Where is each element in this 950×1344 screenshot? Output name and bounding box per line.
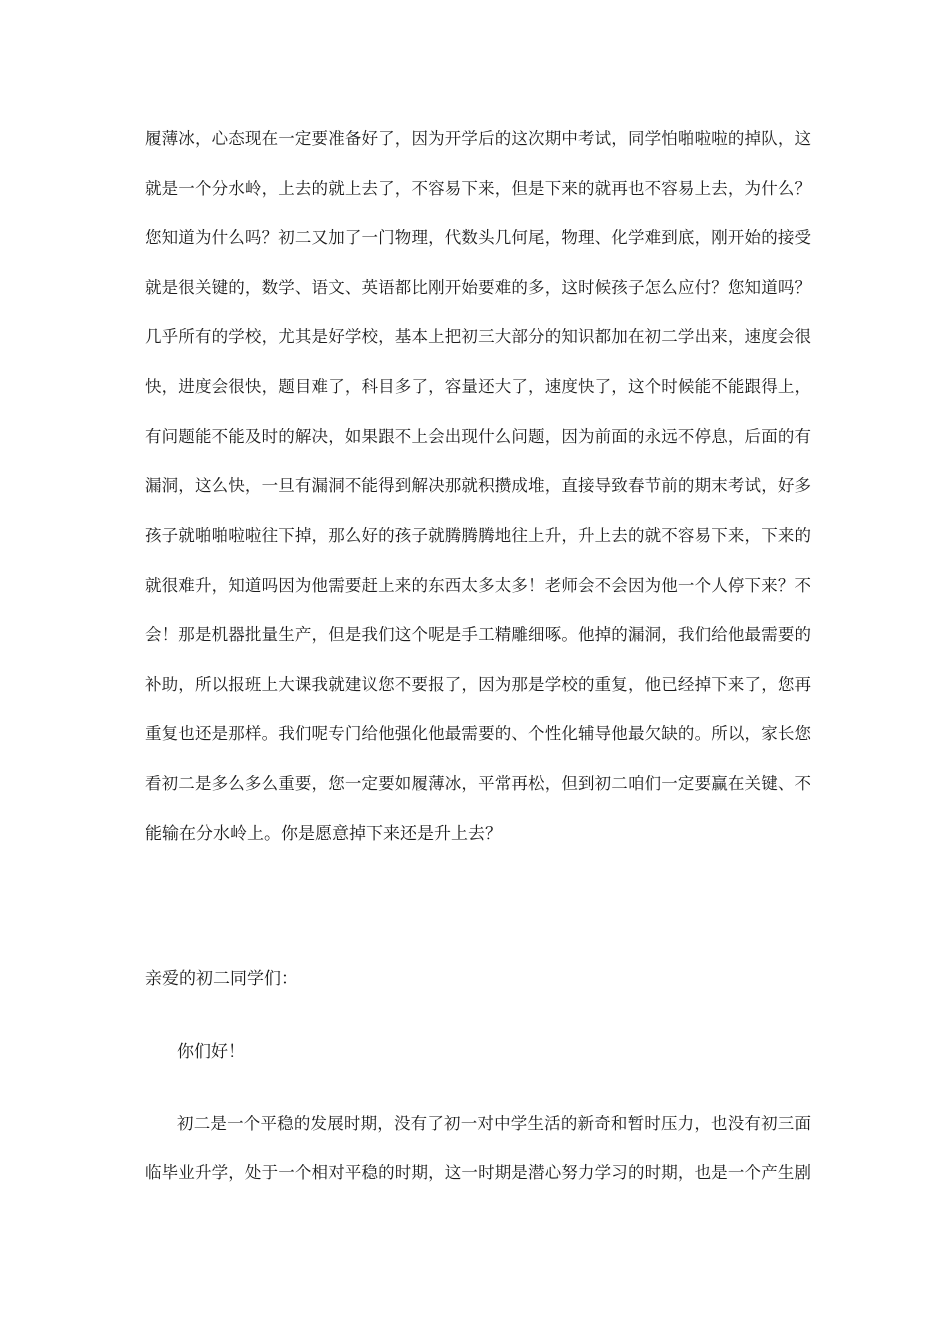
paragraph-line: 就很难升，知道吗因为他需要赶上来的东西太多太多！老师会不会因为他一个人停下来？不: [145, 576, 811, 595]
paragraph-line: 就是一个分水岭，上去的就上去了，不容易下来，但是下来的就再也不容易上去，为什么？: [145, 179, 811, 198]
paragraph-line: 看初二是多么多么重要，您一定要如履薄冰，平常再松，但到初二咱们一定要赢在关键、不: [145, 774, 811, 793]
paragraph-line: 有问题能不能及时的解决，如果跟不上会出现什么问题，因为前面的永远不停息，后面的有: [145, 427, 811, 446]
paragraph-line: 漏洞，这么快，一旦有漏洞不能得到解决那就积攒成堆，直接导致春节前的期末考试，好多: [145, 476, 811, 495]
paragraph-line: 能输在分水岭上。你是愿意掉下来还是升上去？: [145, 824, 502, 844]
paragraph-line: 临毕业升学，处于一个相对平稳的时期，这一时期是潜心努力学习的时期，也是一个产生剧: [145, 1163, 811, 1182]
paragraph-line: 补助，所以报班上大课我就建议您不要报了，因为那是学校的重复，他已经掉下来了，您再: [145, 675, 811, 694]
paragraph-line: 几乎所有的学校，尤其是好学校，基本上把初三大部分的知识都加在初二学出来，速度会很: [145, 327, 811, 346]
paragraph-line: 孩子就啪啪啦啦往下掉，那么好的孩子就腾腾腾地往上升，升上去的就不容易下来，下来的: [145, 526, 811, 545]
greeting: 你们好！: [177, 1042, 245, 1062]
paragraph-line: 重复也还是那样。我们呢专门给他强化他最需要的、个性化辅导他最欠缺的。所以，家长您: [145, 724, 811, 743]
paragraph-line: 初二是一个平稳的发展时期，没有了初一对中学生活的新奇和暂时压力，也没有初三面: [177, 1114, 811, 1133]
paragraph-line: 您知道为什么吗？初二又加了一门物理，代数头几何尾，物理、化学难到底，刚开始的接受: [145, 228, 811, 247]
paragraph-line: 履薄冰，心态现在一定要准备好了，因为开学后的这次期中考试，同学怕啪啦啦的掉队，这: [145, 129, 811, 148]
paragraph-line: 就是很关键的，数学、语文、英语都比刚开始要难的多，这时候孩子怎么应付？您知道吗？: [145, 278, 811, 297]
paragraph-line: 快，进度会很快，题目难了，科目多了，容量还大了，速度快了，这个时候能不能跟得上，: [145, 377, 811, 396]
paragraph-line: 会！那是机器批量生产，但是我们这个呢是手工精雕细啄。他掉的漏洞，我们给他最需要的: [145, 625, 811, 644]
salutation: 亲爱的初二同学们：: [145, 969, 298, 989]
